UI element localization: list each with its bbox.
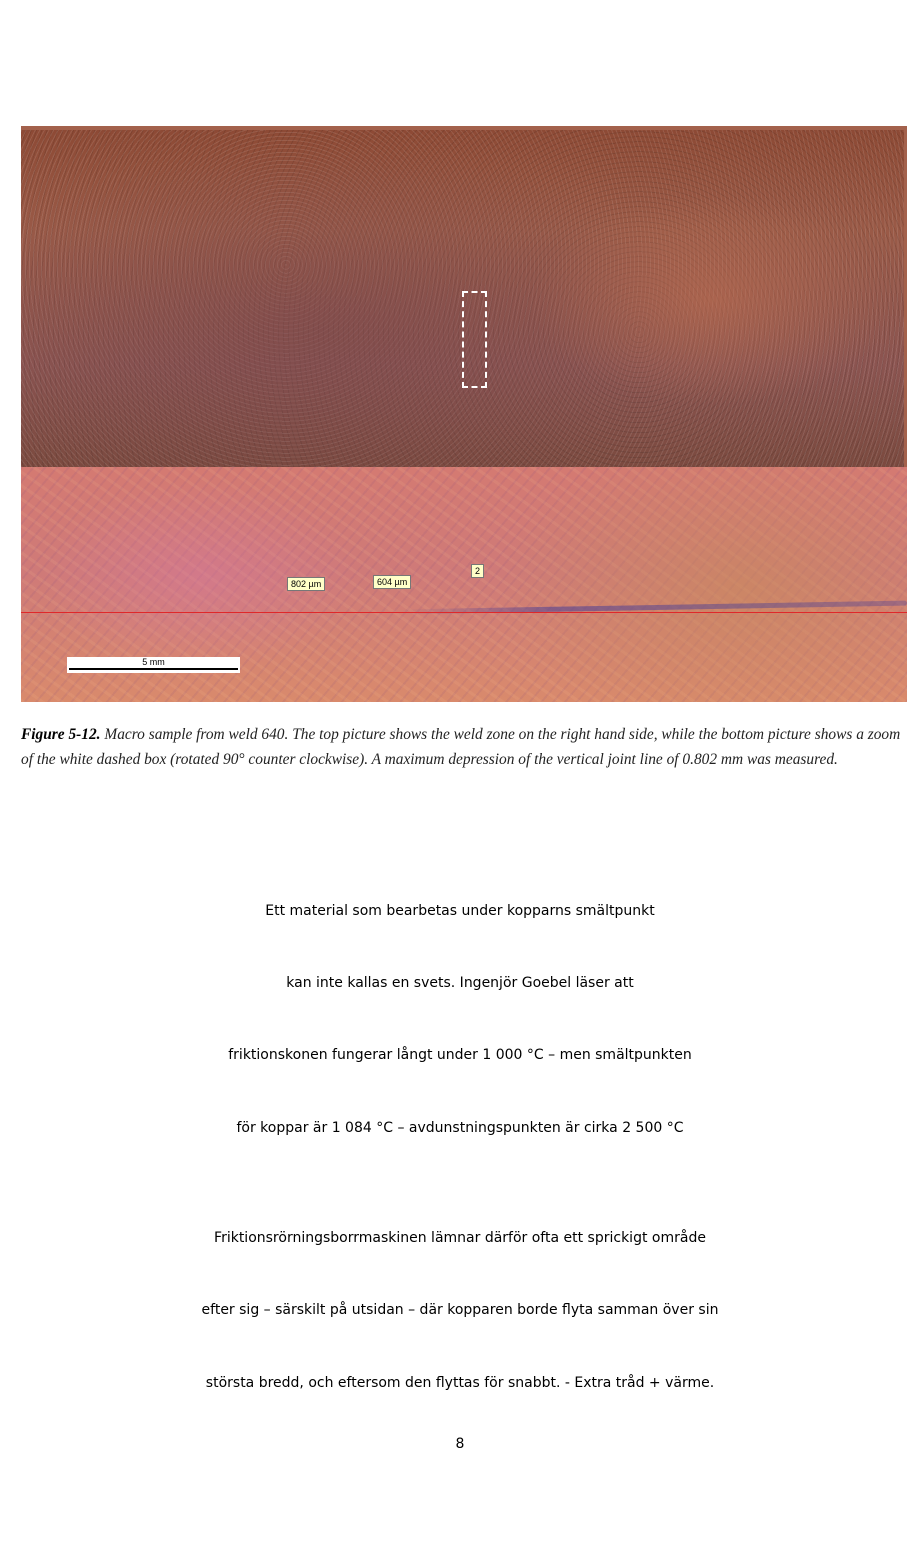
measurement-label-604: 604 µm [373,575,411,589]
body-text-line: kan inte kallas en svets. Ingenjör Goebel läser att [286,975,634,991]
body-text-line: Friktionsrörningsborrmaskinen lämnar därför ofta ett sprickigt område [214,1230,706,1246]
weld-macro-photo-top [21,126,907,467]
body-text-line: efter sig – särskilt på utsidan – där kopparen borde flyta samman över sin [201,1302,719,1318]
measurement-label-802: 802 µm [287,577,325,591]
measurement-label-2: 2 [471,564,484,578]
reference-red-line [21,612,907,613]
macro-figure [21,126,907,702]
figure-caption-text: Macro sample from weld 640. The top picture shows the weld zone on the right hand side, while the bottom picture shows a zoom of the white dashed box (rotated 90° counter clockwise). A maximum depression of the vertical joint line of 0.802 mm was measured. [21,726,901,768]
body-text-line: för koppar är 1 084 °C – avdunstningspunkten är cirka 2 500 °C [236,1120,684,1136]
white-dashed-box [462,291,487,388]
scale-bar-label: 5 mm [142,657,165,667]
body-text-line: Ett material som bearbetas under kopparns smältpunkt [265,903,655,919]
weld-zoom-photo-bottom [21,467,907,702]
body-text-line: friktionskonen fungerar långt under 1 000 °C – men smältpunkten [228,1047,692,1063]
page-number: 8 [455,1436,465,1452]
body-text-line: största bredd, och eftersom den flyttas för snabbt. - Extra tråd + värme. [205,1375,715,1391]
figure-caption-label: Figure 5-12. [21,726,101,743]
figure-caption [21,722,901,772]
scale-bar [67,657,240,673]
scale-bar-line [69,668,238,670]
